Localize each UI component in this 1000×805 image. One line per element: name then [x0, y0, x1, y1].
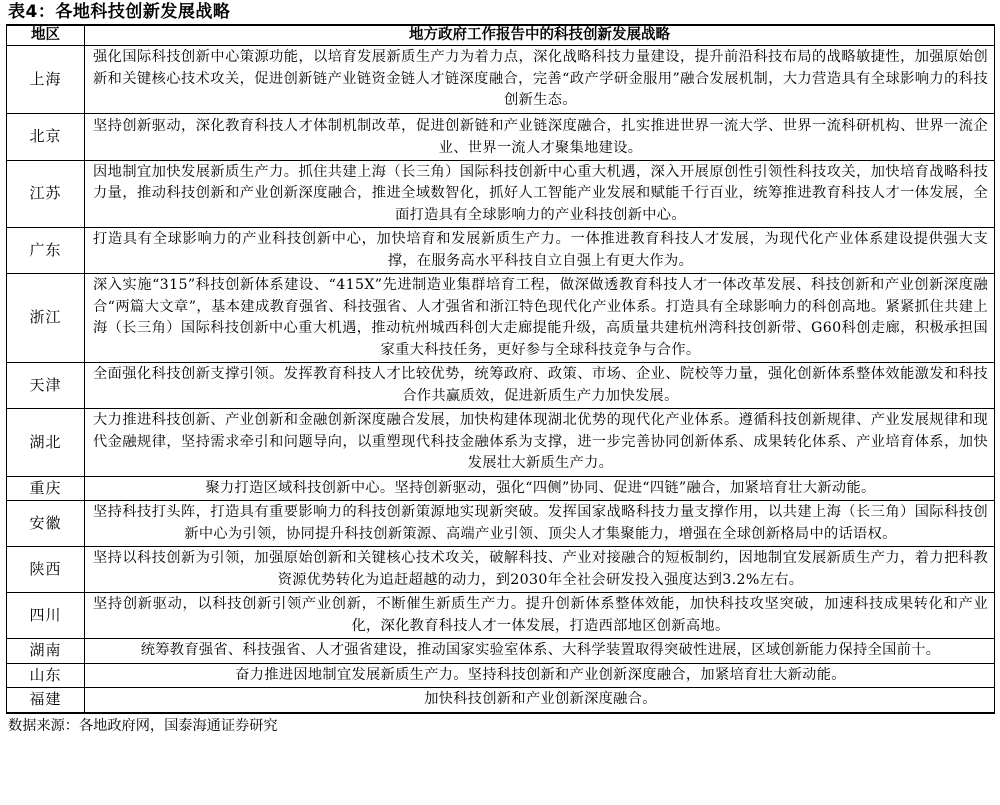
table-row — [7, 46, 995, 114]
region-cell: 江苏 — [7, 160, 85, 228]
strategy-cell: 加快科技创新和产业创新深度融合。 — [85, 688, 995, 713]
strategy-cell: 统筹教育强省、科技强省、人才强省建设，推动国家实验室体系、大科学装置取得突破性进展，区域创新能力保持全国前十。 — [85, 639, 995, 664]
region-cell: 重庆 — [7, 476, 85, 501]
table-row — [7, 593, 995, 639]
table-row — [7, 363, 995, 409]
document-page — [6, 0, 994, 737]
region-cell: 安徽 — [7, 501, 85, 547]
region-cell: 湖南 — [7, 639, 85, 664]
strategy-cell: 强化国际科技创新中心策源功能，以培育发展新质生产力为着力点，深化战略科技力量建设，提升前沿科技布局的战略敏捷性，加强原始创新和关键核心技术攻关，促进创新链产业链资金链人才链深度融合，完善“政产学研金服用”融合发展机制，大力营造具有全球影响力的科技创新生态。 — [85, 46, 995, 114]
strategy-cell: 打造具有全球影响力的产业科技创新中心，加快培育和发展新质生产力。一体推进教育科技人才发展，为现代化产业体系建设提供强大支撑，在服务高水平科技自立自强上有更大作为。 — [85, 228, 995, 274]
source-note: 数据来源：各地政府网，国泰海通证券研究 — [8, 717, 278, 734]
strategy-cell: 深入实施“315”科技创新体系建设、“415X”先进制造业集群培育工程，做深做透教育科技人才一体改革发展、科技创新和产业创新深度融合“两篇大文章”，基本建成教育强省、科技强省、人才强省和浙江特色现代化产业体系。打造具有全球影响力的科创高地。紧紧抓住共建上海（长三角）国际科技创新中心重大机遇，推动杭州城西科创大走廊提能升级，高质量共建杭州湾科技创新带、G60科创走廊，积极承担国家重大科技任务，更好参与全球科技竞争与合作。 — [85, 274, 995, 363]
strategy-cell: 奋力推进因地制宜发展新质生产力。坚持科技创新和产业创新深度融合，加紧培育壮大新动能。 — [85, 663, 995, 688]
region-cell: 上海 — [7, 46, 85, 114]
region-cell: 广东 — [7, 228, 85, 274]
region-cell: 山东 — [7, 663, 85, 688]
table-caption: 表4：各地科技创新发展战略 — [8, 2, 231, 22]
table-row — [7, 688, 995, 713]
strategy-cell: 坚持以科技创新为引领，加强原始创新和关键核心技术攻关，破解科技、产业对接融合的短板制约，因地制宜发展新质生产力，着力把科教资源优势转化为追赶超越的动力，到2030年全社会研发投入强度达到3.2%左右。 — [85, 547, 995, 593]
table-row — [7, 228, 995, 274]
strategy-cell: 坚持创新驱动，深化教育科技人才体制机制改革，促进创新链和产业链深度融合，扎实推进世界一流大学、世界一流科研机构、世界一流企业、世界一流人才聚集地建设。 — [85, 113, 995, 160]
strategy-table — [6, 24, 995, 714]
table-row — [7, 160, 995, 228]
table-row — [7, 274, 995, 363]
strategy-cell: 大力推进科技创新、产业创新和金融创新深度融合发展，加快构建体现湖北优势的现代化产业体系。遵循科技创新规律、产业发展规律和现代金融规律，坚持需求牵引和问题导向，以重塑现代科技金融体系为支撑，进一步完善协同创新体系、成果转化体系、产业培育体系，加快发展壮大新质生产力。 — [85, 409, 995, 477]
region-cell: 浙江 — [7, 274, 85, 363]
table-header-row — [7, 25, 995, 46]
region-cell: 陕西 — [7, 547, 85, 593]
table-row — [7, 547, 995, 593]
strategy-cell: 聚力打造区域科技创新中心。坚持创新驱动，强化“四侧”协同、促进“四链”融合，加紧培育壮大新动能。 — [85, 476, 995, 501]
table-row — [7, 639, 995, 664]
region-cell: 湖北 — [7, 409, 85, 477]
table-row — [7, 113, 995, 160]
strategy-cell: 全面强化科技创新支撑引领。发挥教育科技人才比较优势，统筹政府、政策、市场、企业、院校等力量，强化创新体系整体效能激发和科技合作共赢质效，促进新质生产力加快发展。 — [85, 363, 995, 409]
table-row — [7, 663, 995, 688]
header-strategy: 地方政府工作报告中的科技创新发展战略 — [85, 25, 995, 46]
table-row — [7, 476, 995, 501]
region-cell: 福建 — [7, 688, 85, 713]
header-region: 地区 — [7, 25, 85, 46]
strategy-cell: 因地制宜加快发展新质生产力。抓住共建上海（长三角）国际科技创新中心重大机遇，深入开展原创性引领性科技攻关，加快培育战略科技力量，推动科技创新和产业创新深度融合，推进全域数智化，抓好人工智能产业发展和赋能千行百业，统筹推进教育科技人才一体发展，全面打造具有全球影响力的产业科技创新中心。 — [85, 160, 995, 228]
region-cell: 四川 — [7, 593, 85, 639]
table-row — [7, 409, 995, 477]
table-row — [7, 501, 995, 547]
strategy-cell: 坚持创新驱动，以科技创新引领产业创新，不断催生新质生产力。提升创新体系整体效能，加快科技攻坚突破，加速科技成果转化和产业化，深化教育科技人才一体发展，打造西部地区创新高地。 — [85, 593, 995, 639]
region-cell: 北京 — [7, 113, 85, 160]
strategy-cell: 坚持科技打头阵，打造具有重要影响力的科技创新策源地实现新突破。发挥国家战略科技力量支撑作用，以共建上海（长三角）国际科技创新中心为引领，协同提升科技创新策源、高端产业引领、顶尖人才集聚能力，增强在全球创新格局中的话语权。 — [85, 501, 995, 547]
region-cell: 天津 — [7, 363, 85, 409]
